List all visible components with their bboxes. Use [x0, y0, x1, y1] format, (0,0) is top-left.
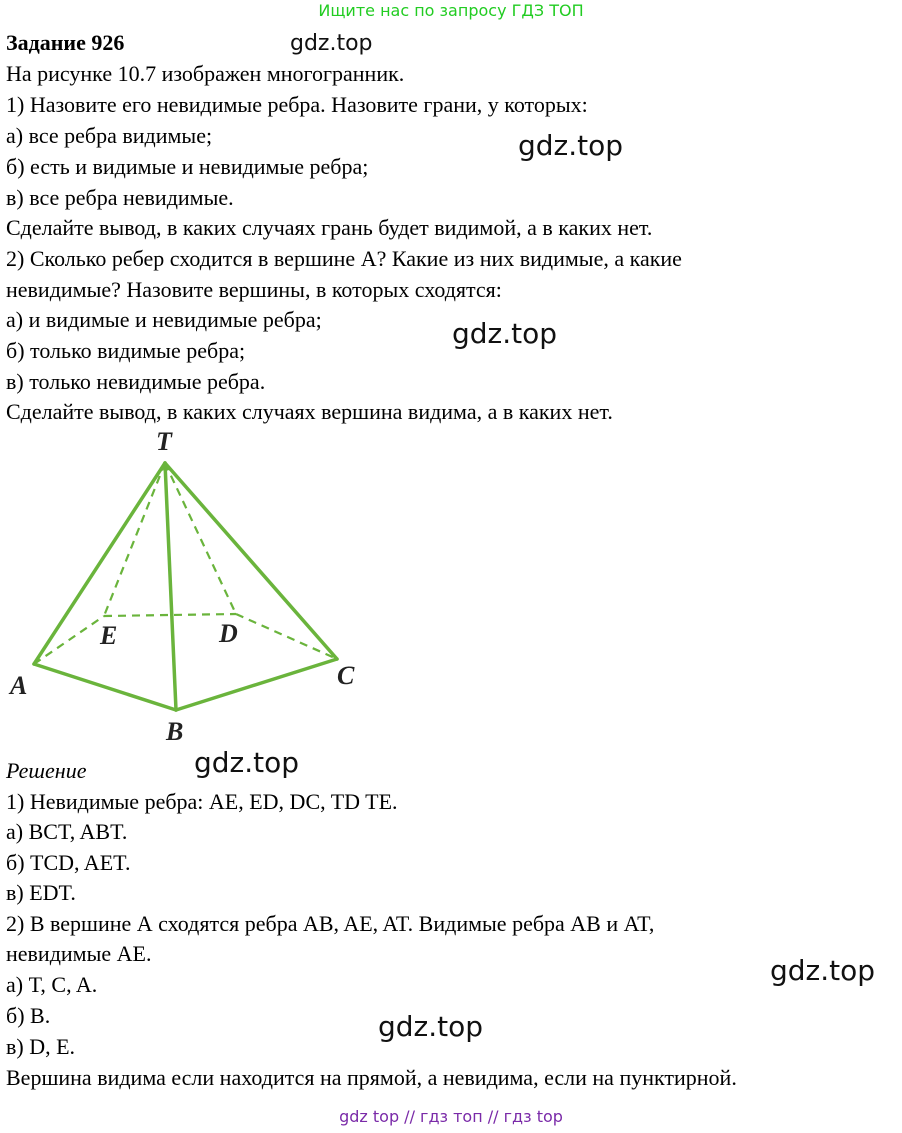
task-line: 1) Назовите его невидимые ребра. Назовите грани, у которых:: [6, 92, 588, 117]
task-line: Сделайте вывод, в каких случаях грань будет видимой, а в каких нет.: [6, 215, 653, 240]
edge-TD: [165, 463, 236, 614]
edge-AB: [34, 664, 176, 710]
solution-line: а) BCT, ABT.: [6, 819, 128, 844]
task-line: в) только невидимые ребра.: [6, 369, 266, 394]
vertex-label-C: C: [337, 661, 355, 690]
task-line: Сделайте вывод, в каких случаях вершина видима, а в каких нет.: [6, 399, 613, 424]
vertex-label-B: B: [166, 717, 184, 746]
watermark: gdz.top: [290, 31, 373, 56]
task-line: 2) Сколько ребер сходится в вершине А? Какие из них видимые, а какие: [6, 246, 682, 271]
vertex-label-E: E: [100, 621, 118, 650]
vertex-label-D: D: [219, 619, 238, 648]
watermark: gdz.top: [378, 1010, 484, 1043]
task-line: На рисунке 10.7 изображен многогранник.: [6, 61, 405, 86]
edge-AE: [34, 616, 104, 664]
task-line: а) и видимые и невидимые ребра;: [6, 307, 322, 332]
edge-DC: [236, 614, 337, 659]
search-banner[interactable]: Ищите нас по запросу ГДЗ ТОП: [318, 1, 584, 20]
watermark: gdz.top: [452, 317, 558, 350]
solution-line: б) B.: [6, 1003, 51, 1028]
solution-line: Вершина видима если находится на прямой, а невидима, если на пунктирной.: [6, 1065, 737, 1090]
watermark: gdz.top: [194, 746, 300, 779]
solution-line: 2) В вершине А сходятся ребра AB, AE, AT. Видимые ребра AB и AT,: [6, 911, 655, 936]
solution-line: б) TCD, AET.: [6, 850, 131, 875]
solution-line: а) T, C, A.: [6, 972, 98, 997]
task-line: б) есть и видимые и невидимые ребра;: [6, 154, 369, 179]
edge-BC: [176, 659, 337, 710]
solution-line: в) EDT.: [6, 880, 76, 905]
vertex-label-A: A: [10, 671, 28, 700]
watermark: gdz.top: [770, 954, 876, 987]
solution-line: в) D, E.: [6, 1034, 76, 1059]
vertex-label-T: T: [156, 427, 172, 456]
solution-line: невидимые AE.: [6, 941, 152, 966]
solution-heading: Решение: [6, 758, 87, 783]
solution-line: 1) Невидимые ребра: AE, ED, DC, TD TE.: [6, 789, 398, 814]
pyramid-figure: [0, 420, 380, 750]
task-line: а) все ребра видимые;: [6, 123, 213, 148]
watermark: gdz.top: [518, 129, 624, 162]
edge-TC: [165, 463, 337, 659]
task-title: Задание 926: [6, 30, 125, 55]
task-line: невидимые? Назовите вершины, в которых сходятся:: [6, 277, 502, 302]
task-line: в) все ребра невидимые.: [6, 185, 234, 210]
task-line: б) только видимые ребра;: [6, 338, 246, 363]
footer-links[interactable]: gdz top // гдз топ // гдз top: [339, 1107, 563, 1126]
edge-TB: [165, 463, 176, 710]
